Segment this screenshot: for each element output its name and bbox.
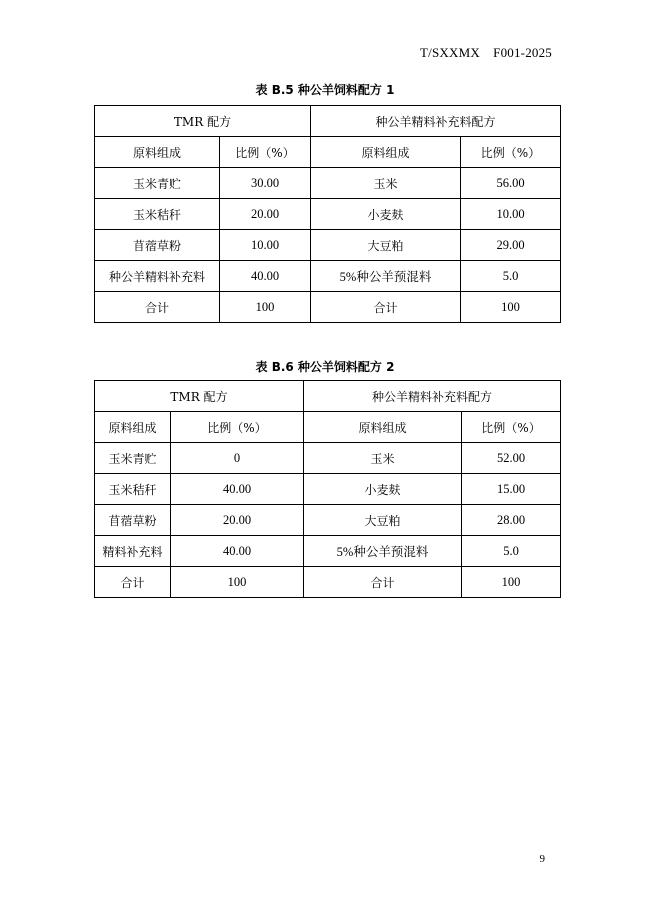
total-value-cell: 100 bbox=[462, 567, 561, 598]
group-header-tmr: TMR 配方 bbox=[95, 106, 311, 137]
ingredient-cell: 5%种公羊预混料 bbox=[304, 536, 462, 567]
ingredient-cell: 玉米青贮 bbox=[95, 168, 220, 199]
table-group-header-row bbox=[95, 381, 561, 412]
total-label-cell: 合计 bbox=[311, 292, 461, 323]
ratio-cell: 29.00 bbox=[461, 230, 561, 261]
table-row bbox=[95, 168, 561, 199]
table-caption-b5: 表 B.5 种公羊饲料配方 1 bbox=[255, 83, 395, 97]
ratio-cell: 52.00 bbox=[462, 443, 561, 474]
ratio-cell: 10.00 bbox=[220, 230, 311, 261]
column-header: 比例（%） bbox=[171, 412, 304, 443]
ratio-cell: 40.00 bbox=[220, 261, 311, 292]
table-caption-b6: 表 B.6 种公羊饲料配方 2 bbox=[255, 360, 395, 374]
ingredient-cell: 苜蓿草粉 bbox=[95, 505, 171, 536]
ratio-cell: 20.00 bbox=[220, 199, 311, 230]
ratio-cell: 40.00 bbox=[171, 474, 304, 505]
ingredient-cell: 玉米秸秆 bbox=[95, 474, 171, 505]
ingredient-cell: 精料补充料 bbox=[95, 536, 171, 567]
column-header: 原料组成 bbox=[95, 137, 220, 168]
table-row bbox=[95, 443, 561, 474]
total-label-cell: 合计 bbox=[95, 567, 171, 598]
ingredient-cell: 玉米 bbox=[311, 168, 461, 199]
total-value-cell: 100 bbox=[461, 292, 561, 323]
group-header-tmr: TMR 配方 bbox=[95, 381, 304, 412]
document-header: T/SXXMX F001-2025 bbox=[420, 45, 552, 60]
column-header: 原料组成 bbox=[95, 412, 171, 443]
total-value-cell: 100 bbox=[171, 567, 304, 598]
total-label-cell: 合计 bbox=[304, 567, 462, 598]
table-row bbox=[95, 199, 561, 230]
table-total-row bbox=[95, 292, 561, 323]
column-header: 原料组成 bbox=[304, 412, 462, 443]
total-value-cell: 100 bbox=[220, 292, 311, 323]
ingredient-cell: 玉米 bbox=[304, 443, 462, 474]
column-header: 原料组成 bbox=[311, 137, 461, 168]
table-column-header-row bbox=[95, 412, 561, 443]
ratio-cell: 20.00 bbox=[171, 505, 304, 536]
group-header-supplement: 种公羊精料补充料配方 bbox=[304, 381, 561, 412]
page-number: 9 bbox=[539, 853, 545, 865]
table-row bbox=[95, 261, 561, 292]
column-header: 比例（%） bbox=[220, 137, 311, 168]
table-row bbox=[95, 474, 561, 505]
table-row bbox=[95, 505, 561, 536]
ingredient-cell: 苜蓿草粉 bbox=[95, 230, 220, 261]
ratio-cell: 28.00 bbox=[462, 505, 561, 536]
ratio-cell: 0 bbox=[171, 443, 304, 474]
ingredient-cell: 玉米秸秆 bbox=[95, 199, 220, 230]
ingredient-cell: 大豆粕 bbox=[304, 505, 462, 536]
table-column-header-row bbox=[95, 137, 561, 168]
table-b6 bbox=[94, 380, 561, 598]
table-b5 bbox=[94, 105, 561, 323]
ingredient-cell: 大豆粕 bbox=[311, 230, 461, 261]
ratio-cell: 56.00 bbox=[461, 168, 561, 199]
ratio-cell: 30.00 bbox=[220, 168, 311, 199]
table-row bbox=[95, 536, 561, 567]
ingredient-cell: 种公羊精料补充料 bbox=[95, 261, 220, 292]
group-header-supplement: 种公羊精料补充料配方 bbox=[311, 106, 561, 137]
table-group-header-row bbox=[95, 106, 561, 137]
ingredient-cell: 小麦麸 bbox=[304, 474, 462, 505]
column-header: 比例（%） bbox=[461, 137, 561, 168]
total-label-cell: 合计 bbox=[95, 292, 220, 323]
column-header: 比例（%） bbox=[462, 412, 561, 443]
table-total-row bbox=[95, 567, 561, 598]
ingredient-cell: 小麦麸 bbox=[311, 199, 461, 230]
ratio-cell: 5.0 bbox=[462, 536, 561, 567]
ratio-cell: 40.00 bbox=[171, 536, 304, 567]
ingredient-cell: 5%种公羊预混料 bbox=[311, 261, 461, 292]
ratio-cell: 15.00 bbox=[462, 474, 561, 505]
ratio-cell: 10.00 bbox=[461, 199, 561, 230]
ratio-cell: 5.0 bbox=[461, 261, 561, 292]
table-row bbox=[95, 230, 561, 261]
ingredient-cell: 玉米青贮 bbox=[95, 443, 171, 474]
